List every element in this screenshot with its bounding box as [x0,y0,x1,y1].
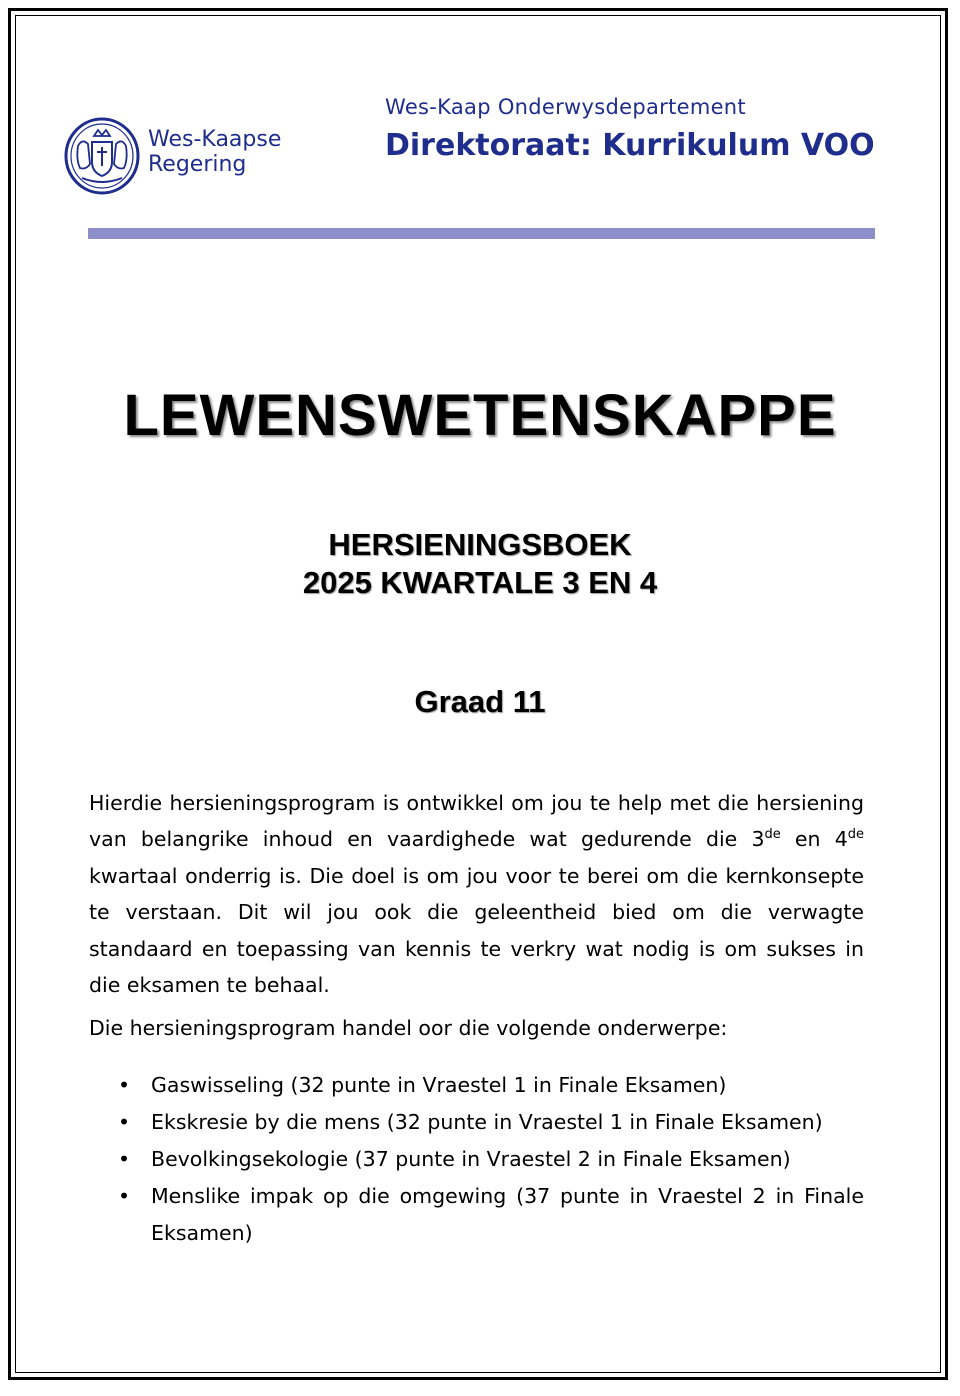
list-item [118,1104,864,1141]
bullet-icon: • [118,1147,131,1171]
header-divider [88,228,875,239]
document-subtitle [0,526,960,602]
topic-text: Bevolkingsekologie (37 punte in Vraestel 2 in Finale Eksamen) [151,1147,791,1171]
logo-text-line1: Wes-Kaapse [148,127,282,152]
subtitle-line2: 2025 KWARTALE 3 EN 4 [302,565,658,600]
bullet-icon: • [118,1110,131,1134]
coat-of-arms-icon [64,116,142,196]
intro-text-2: en 4 [780,827,848,852]
intro-text-3: kwartaal onderrig is. Die doel is om jou voor te berei om die kernkonsepte te verstaan. Dit wil jou ook die geleentheid bied om die verwagte standaard en toepassing van kennis te verkry wat nodig is om sukses in die eksamen te behaal. [89,863,864,998]
subtitle-line1: HERSIENINGSBOEK [328,527,632,562]
ordinal-suffix-1: de [764,827,781,843]
list-item [118,1178,864,1252]
list-item [118,1141,864,1178]
intro-text-1: Hierdie hersieningsprogram is ontwikkel om jou te help met die hersiening van belangrike inhoud en vaardighede wat gedurende die 3 [89,791,864,852]
grade-label: Graad 11 [414,684,546,719]
bullet-icon: • [118,1184,131,1208]
logo-text-line2: Regering [148,152,247,177]
directorate-name: Direktoraat: Kurrikulum VOO [385,128,875,163]
department-name: Wes-Kaap Onderwysdepartement [385,95,746,119]
intro-paragraph [89,785,864,1003]
government-logo [64,116,304,196]
topics-list [118,1067,864,1252]
topic-text: Menslike impak op die omgewing (37 punte in Vraestel 2 in Finale Eksamen) [151,1184,864,1245]
ordinal-suffix-2: de [847,827,864,843]
list-item [118,1067,864,1104]
topic-text: Ekskresie by die mens (32 punte in Vraestel 1 in Finale Eksamen) [151,1110,823,1134]
topics-intro: Die hersieningsprogram handel oor die volgende onderwerpe: [89,1016,728,1040]
document-title: LEWENSWETENSKAPPE [123,383,837,448]
topic-text: Gaswisseling (32 punte in Vraestel 1 in Finale Eksamen) [151,1073,727,1097]
bullet-icon: • [118,1073,131,1097]
